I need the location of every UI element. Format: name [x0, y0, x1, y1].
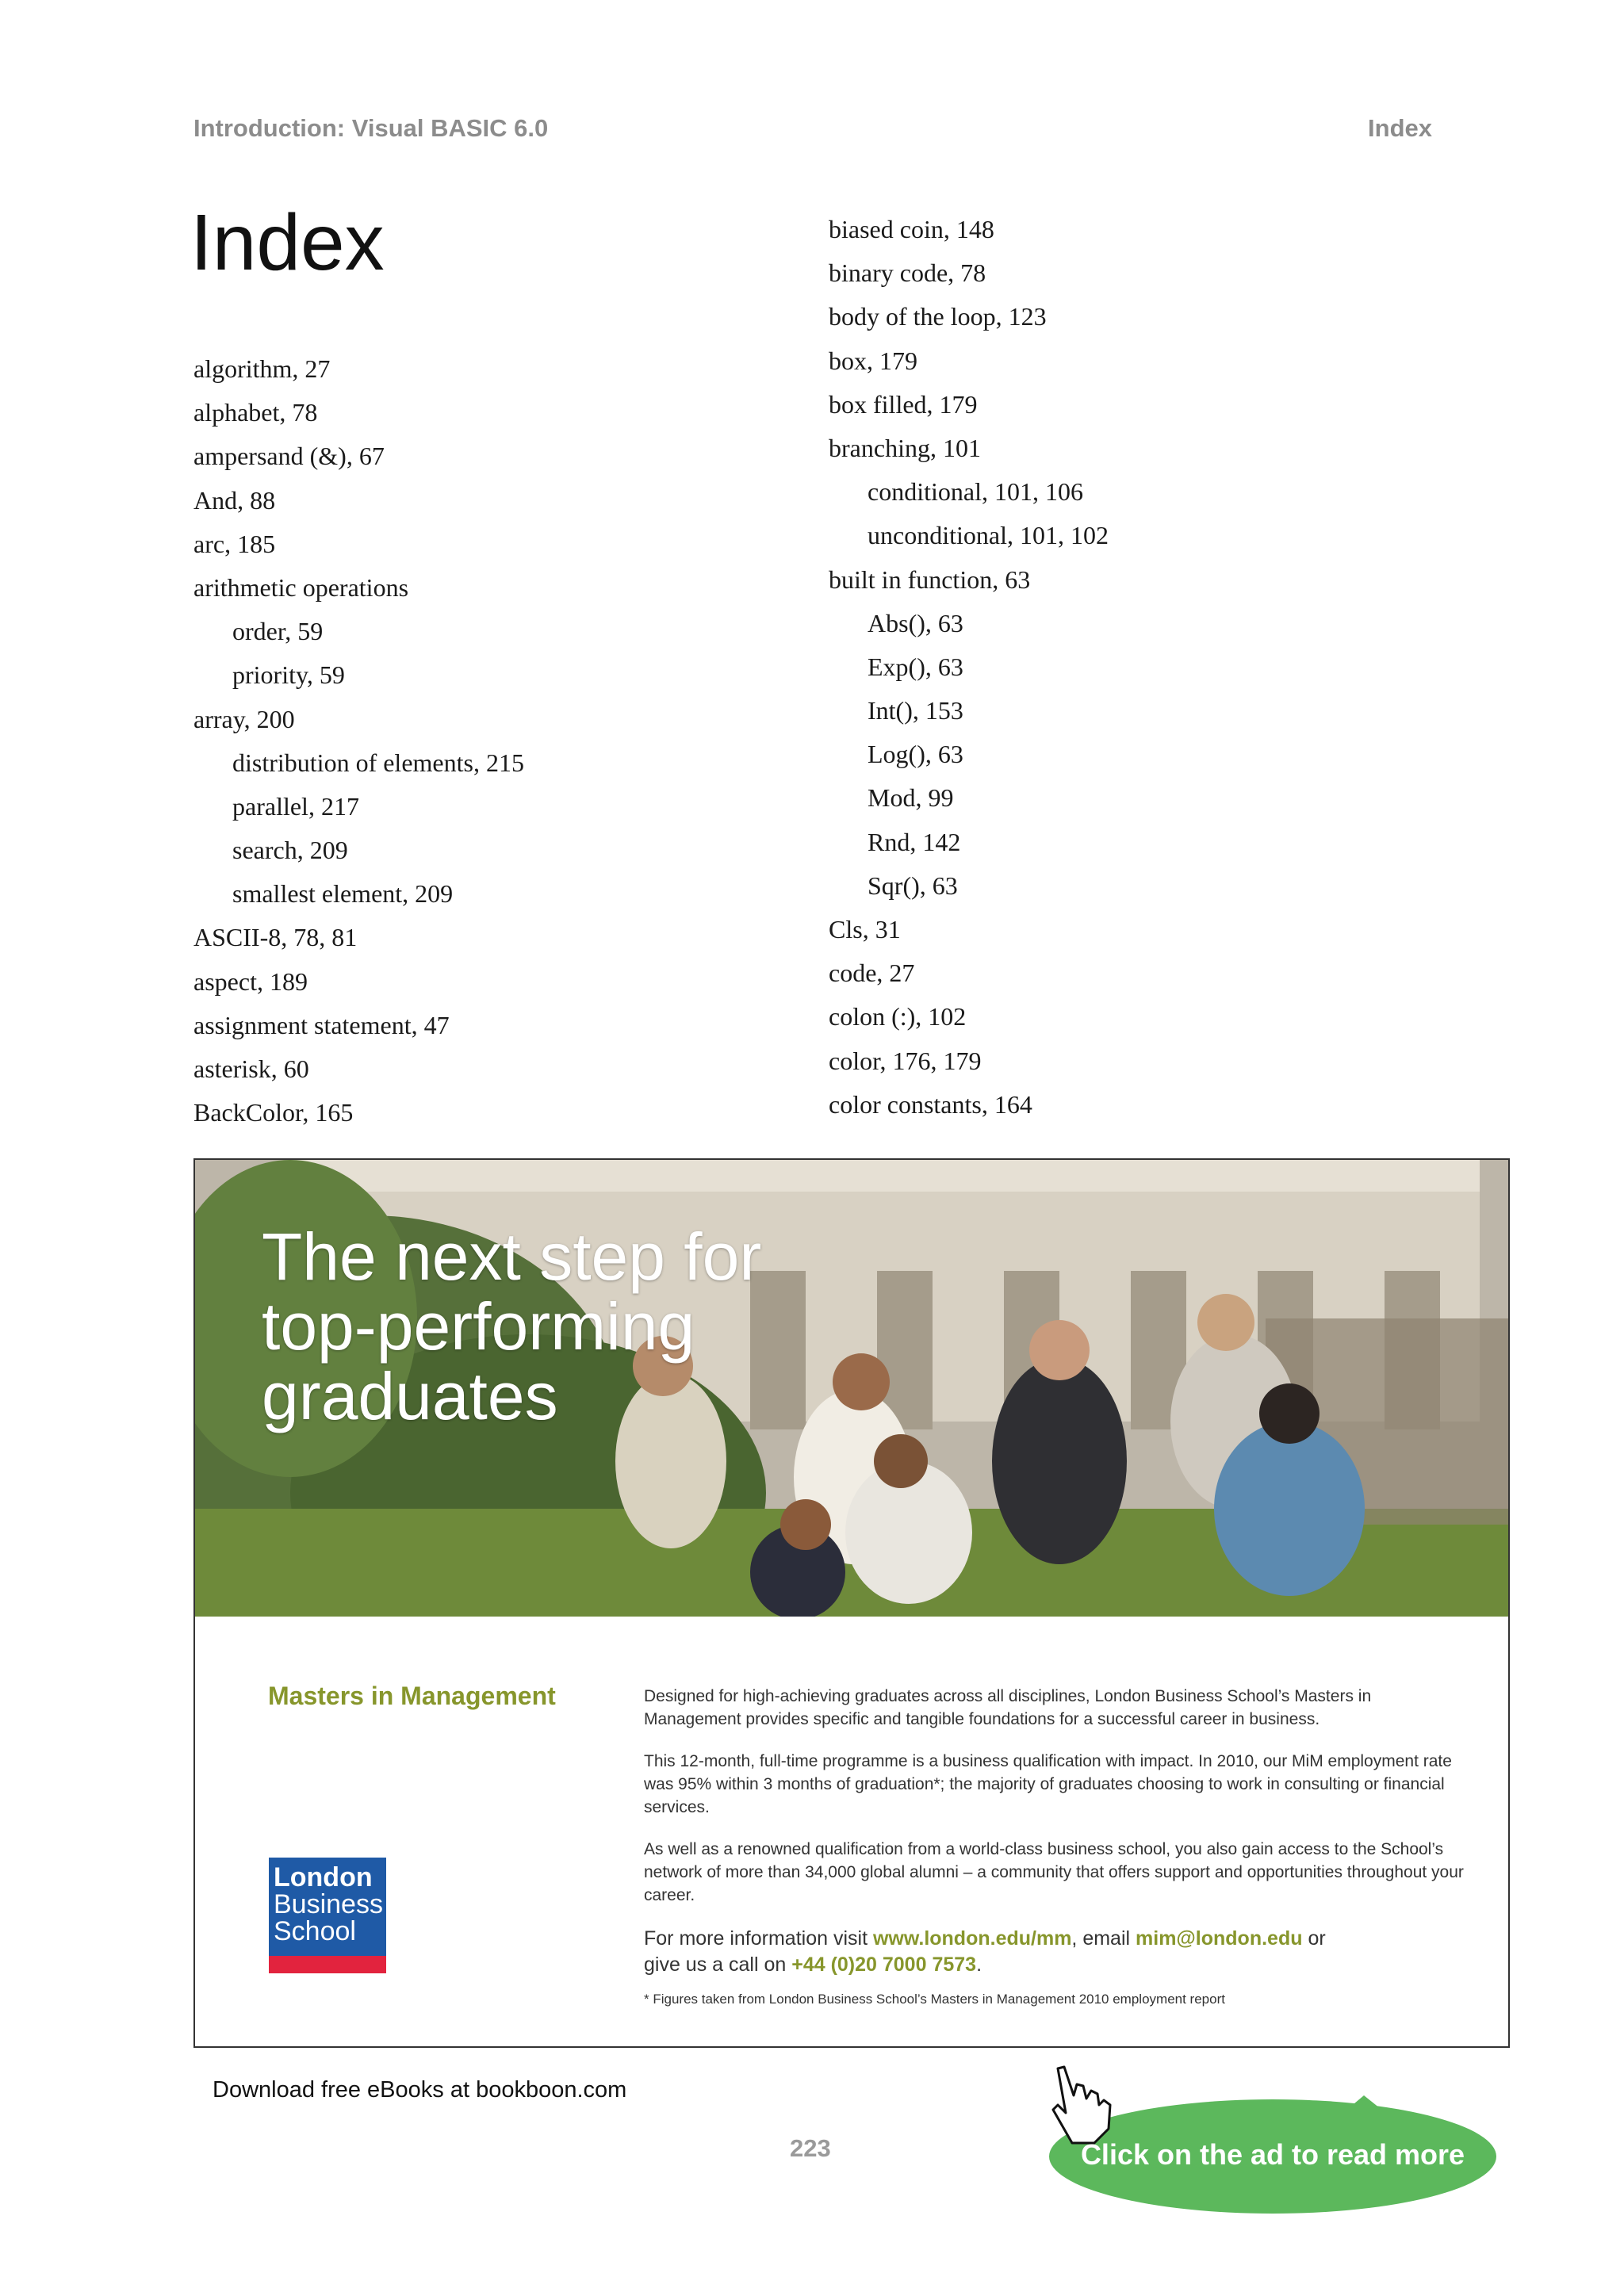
ad-paragraph-1: Designed for high-achieving graduates across all disciplines, London Business School’s Masters in Management provides specific and tangible foundations for a successful career in business.	[644, 1687, 1372, 1728]
index-subentry: Log(), 63	[868, 740, 963, 769]
page-title: Index	[190, 198, 385, 287]
ad-paragraph-2: This 12-month, full-time programme is a business qualification with impact. In 2010, our MiM employment rate was 95% within 3 months of graduation*; the majority of graduates choosing to work in consulting or financial services.	[644, 1752, 1452, 1816]
logo-line-2: Business	[274, 1889, 383, 1919]
running-header	[193, 114, 1432, 146]
index-subentry: Exp(), 63	[868, 652, 963, 681]
index-entry: Cls, 31	[829, 915, 901, 943]
header-book-title: Introduction: Visual BASIC 6.0	[193, 114, 549, 142]
index-subentry: conditional, 101, 106	[868, 477, 1083, 507]
index-entry: color constants, 164	[829, 1089, 1032, 1119]
index-entry: arithmetic operations	[193, 572, 409, 602]
page-number: 223	[790, 2134, 831, 2162]
ad-photo[interactable]	[195, 1160, 1508, 1617]
index-entry: ampersand (&), 67	[193, 442, 385, 471]
index-entry: array, 200	[193, 704, 295, 733]
logo-line-3: School	[274, 1916, 356, 1946]
download-note[interactable]: Download free eBooks at bookboon.com	[213, 2077, 627, 2103]
index-subentry: Sqr(), 63	[868, 871, 958, 900]
pointing-hand-icon	[1053, 2067, 1110, 2143]
index-subentry: search, 209	[232, 836, 348, 865]
cta-label: Click on the ad to read more	[1080, 2138, 1465, 2171]
index-entry: asterisk, 60	[193, 1054, 309, 1083]
index-entry: body of the loop, 123	[829, 302, 1047, 331]
ad-headline-line-2: top-performing	[262, 1289, 695, 1364]
london-business-school-logo[interactable]	[269, 1858, 386, 1973]
cta-shape	[1039, 2057, 1507, 2216]
phone-suffix: .	[976, 1954, 982, 1976]
index-entry: aspect, 189	[193, 966, 308, 996]
index-entry: biased coin, 148	[829, 215, 994, 243]
index-entry: box, 179	[829, 346, 917, 375]
index-entry: built in function, 63	[829, 564, 1031, 594]
index-entry: color, 176, 179	[829, 1046, 982, 1075]
index-subentry: order, 59	[232, 617, 324, 646]
ad-footnote: * Figures taken from London Business School’s Masters in Management 2010 employment report	[644, 1992, 1225, 2007]
index-entry: BackColor, 165	[193, 1098, 354, 1127]
index-subentry: unconditional, 101, 102	[868, 521, 1109, 550]
contact-prefix: For more information visit	[644, 1927, 873, 1950]
contact-mid: , email	[1071, 1927, 1136, 1950]
index-entry: ASCII-8, 78, 81	[193, 923, 358, 952]
index-subentry: smallest element, 209	[232, 879, 454, 909]
index-entry: colon (:), 102	[829, 1002, 967, 1031]
ad-contact	[644, 1926, 1469, 1978]
index-entry: arc, 185	[193, 529, 276, 558]
index-subentry: Int(), 153	[868, 696, 963, 725]
ad-program-title: Masters in Management	[268, 1682, 556, 1710]
logo-line-1: London	[274, 1862, 373, 1892]
index-subentry: Rnd, 142	[868, 827, 961, 856]
logo-red-bar	[269, 1956, 386, 1973]
index-subentry: priority, 59	[232, 660, 345, 690]
index-entry: alphabet, 78	[193, 398, 318, 427]
index-column-1	[193, 347, 796, 1135]
index-entry: And, 88	[193, 485, 276, 515]
index-subentry: distribution of elements, 215	[232, 748, 524, 777]
index-entry: binary code, 78	[829, 258, 986, 288]
contact-suffix: or	[1302, 1927, 1326, 1950]
ad-headline	[262, 1219, 762, 1433]
index-subentry: parallel, 217	[232, 791, 359, 821]
index-entry: code, 27	[829, 959, 915, 988]
ad-paragraph-3: As well as a renowned qualification from a world-class business school, you also gain access to the School’s network of more than 34,000 global alumni – a community that offers support and opportunities throughout your career.	[644, 1840, 1464, 1904]
ad-headline-line-3: graduates	[262, 1359, 558, 1433]
index-entry: branching, 101	[829, 433, 981, 462]
ad-url-link[interactable]: www.london.edu/mm	[872, 1927, 1072, 1950]
advertisement[interactable]	[193, 1158, 1510, 2048]
phone-prefix: give us a call on	[644, 1954, 792, 1976]
index-entry: algorithm, 27	[193, 354, 331, 383]
ad-body	[644, 1685, 1469, 2008]
index-entry: assignment statement, 47	[193, 1010, 450, 1039]
ad-email-link[interactable]: mim@london.edu	[1136, 1927, 1303, 1950]
index-entry: box filled, 179	[829, 389, 978, 419]
index-subentry: Mod, 99	[868, 783, 954, 813]
header-section-title: Index	[1368, 114, 1432, 142]
ad-phone[interactable]: +44 (0)20 7000 7573	[791, 1954, 977, 1976]
ad-headline-line-1: The next step for	[262, 1219, 762, 1294]
index-subentry: Abs(), 63	[868, 608, 963, 637]
index-column-2	[829, 208, 1431, 1127]
click-ad-button[interactable]	[1039, 2057, 1507, 2216]
